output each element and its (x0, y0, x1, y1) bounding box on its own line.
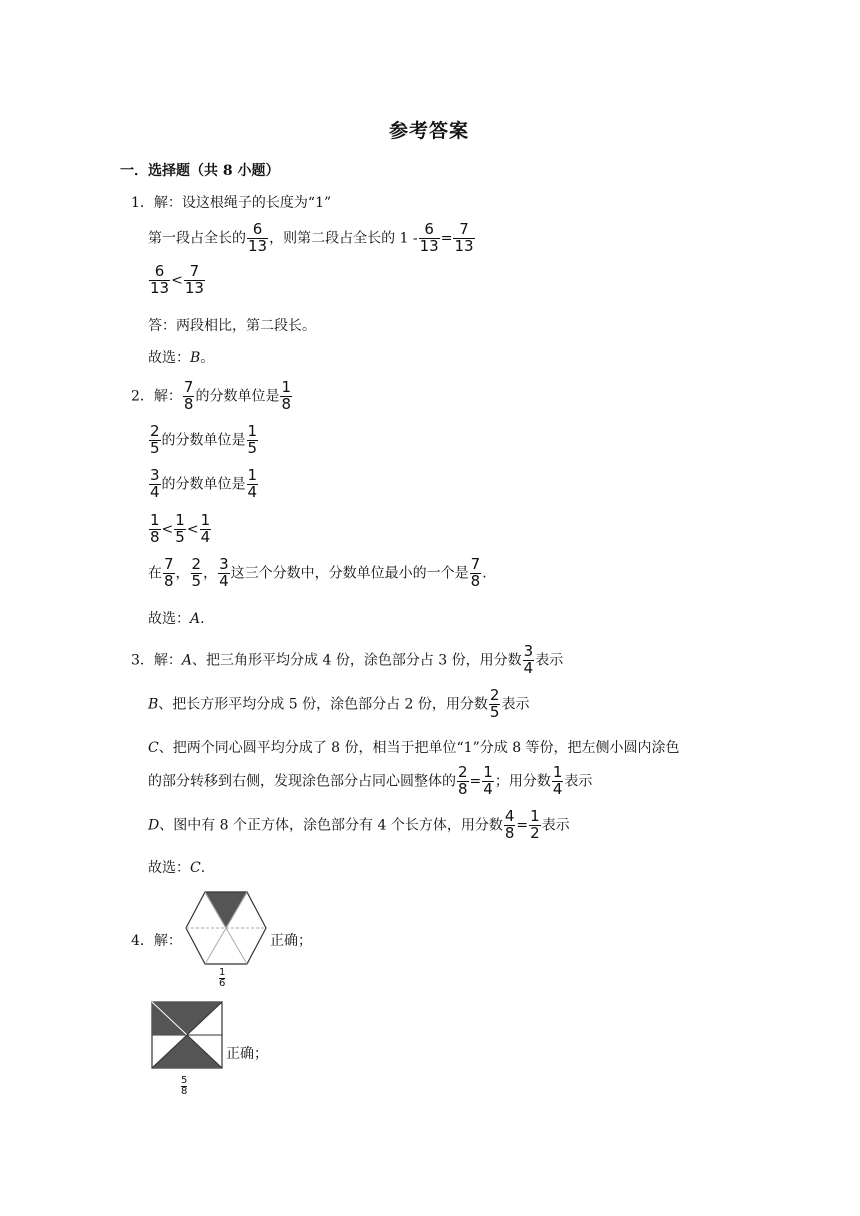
fraction: $\frac{1}{5}$ (247, 422, 258, 457)
unit-text: 的分数单位是 (161, 476, 246, 493)
section-heading: 一．选择题（共 8 小题） (120, 163, 280, 179)
less-than: < (161, 521, 174, 538)
q2-line4 (148, 513, 212, 546)
unit-text: 的分数单位是 (195, 388, 280, 405)
fraction: $\frac{4}{8}$ (504, 807, 515, 842)
punct: . (482, 565, 487, 582)
q3-choice (148, 857, 205, 877)
option-letter: D (148, 817, 160, 834)
hexagon-caption: 1 6 (219, 967, 226, 989)
text: 这三个分数中，分数单位最小的一个是 (230, 565, 469, 582)
choice-label: 故选： (148, 350, 190, 366)
q2-line2 (148, 424, 259, 457)
q2-line5 (148, 557, 487, 590)
fraction: $\frac{6}{13}$ (419, 220, 439, 255)
equals: = (440, 230, 453, 247)
q3-D (148, 809, 570, 842)
punct: 。 (200, 350, 215, 366)
q4-number: 4． (131, 933, 154, 949)
q4-jie: 解： (153, 933, 182, 949)
fraction: $\frac{7}{13}$ (184, 262, 204, 297)
fraction: $\frac{7}{8}$ (470, 555, 481, 590)
hexagon-diagram (184, 888, 268, 972)
q3-B (148, 688, 529, 721)
q2-number: 2． (131, 388, 154, 405)
fraction: $\frac{3}{4}$ (150, 466, 160, 501)
q4-ok2: 正确； (226, 1046, 268, 1062)
q4-ok1: 正确； (270, 933, 312, 949)
choice-label: 故选： (148, 860, 190, 876)
q1-answer: 答：两段相比，第二段长。 (148, 318, 316, 334)
option-letter: A (181, 652, 193, 669)
q3-jie: 解： (153, 652, 182, 669)
punct: ， (175, 565, 190, 582)
punct: . (200, 611, 205, 627)
q2-jie: 解： (153, 388, 182, 405)
fraction: $\frac{7}{13}$ (454, 220, 474, 255)
fraction: $\frac{7}{8}$ (183, 378, 194, 413)
fraction: $\frac{1}{2}$ (530, 807, 540, 842)
text: 、把三角形平均分成 4 份，涂色部分占 3 份，用分数 (192, 652, 522, 669)
text: 的部分转移到右侧，发现涂色部分占同心圆整体的 (148, 773, 456, 790)
fraction: $\frac{1}{4}$ (483, 763, 493, 798)
q1-line3 (148, 264, 206, 297)
q3-C2 (148, 765, 592, 798)
text: 表示 (501, 696, 530, 713)
fraction: $\frac{1}{8}$ (150, 511, 160, 546)
q2-choice (148, 608, 205, 628)
fraction: $\frac{1}{4}$ (552, 763, 563, 798)
square-figure (150, 1000, 226, 1104)
fraction: $\frac{1}{8}$ (281, 378, 292, 413)
fraction: $\frac{2}{8}$ (458, 763, 468, 798)
fraction: $\frac{2}{5}$ (191, 555, 202, 590)
q2-line1 (131, 380, 293, 413)
fraction: $\frac{6}{13}$ (150, 262, 170, 297)
fraction: $\frac{3}{4}$ (523, 642, 534, 677)
fraction: $\frac{7}{8}$ (164, 555, 174, 590)
unit-text: 的分数单位是 (161, 432, 246, 449)
text: 在 (148, 565, 162, 582)
text: 、把两个同心圆平均分成了 8 份，相当于把单位“1”分成 8 等份，把左侧小圆内涂色 (158, 740, 680, 756)
q1-choice (148, 347, 214, 367)
q4-label (131, 930, 182, 950)
text: 表示 (564, 773, 593, 790)
q1-text-b: ，则第二段占全长的 1 - (269, 230, 418, 247)
square-diagram (150, 1000, 226, 1072)
punct: ， (203, 565, 218, 582)
fraction: $\frac{1}{4}$ (247, 466, 258, 501)
page-title: 参考答案 (389, 120, 470, 142)
text: ；用分数 (494, 773, 551, 790)
q1-line1 (131, 192, 331, 212)
q2-line3 (148, 468, 259, 501)
q1-text: 解：设这根绳子的长度为“1” (153, 195, 332, 211)
less-than: < (186, 521, 199, 538)
fraction: $\frac{2}{5}$ (150, 422, 160, 457)
choice-letter: B (190, 350, 201, 366)
q3-number: 3． (131, 652, 154, 669)
choice-label: 故选： (148, 611, 190, 627)
punct: . (200, 860, 206, 876)
text: 表示 (541, 817, 570, 834)
option-letter: C (148, 740, 159, 756)
hexagon-figure (184, 888, 268, 988)
text: 、把长方形平均分成 5 份，涂色部分占 2 份，用分数 (158, 696, 488, 713)
text: 、图中有 8 个正方体，涂色部分有 4 个长方体，用分数 (159, 817, 503, 834)
square-caption: 5 8 (181, 1075, 188, 1097)
fraction: $\frac{1}{4}$ (200, 511, 211, 546)
q1-text-a: 第一段占全长的 (148, 230, 246, 247)
fraction: $\frac{6}{13}$ (248, 220, 268, 255)
equals: = (516, 817, 529, 834)
option-letter: B (148, 696, 159, 713)
q1-line2 (148, 222, 476, 255)
fraction: $\frac{1}{5}$ (175, 511, 185, 546)
choice-letter: A (190, 611, 201, 627)
fraction: $\frac{3}{4}$ (219, 555, 229, 590)
q3-C1 (148, 737, 680, 757)
text: 表示 (535, 652, 564, 669)
fraction: $\frac{2}{5}$ (489, 686, 500, 721)
less-than: < (171, 272, 183, 289)
q1-number: 1． (131, 195, 154, 211)
q3-A (131, 644, 563, 677)
equals: = (469, 773, 482, 790)
choice-letter: C (190, 860, 201, 876)
